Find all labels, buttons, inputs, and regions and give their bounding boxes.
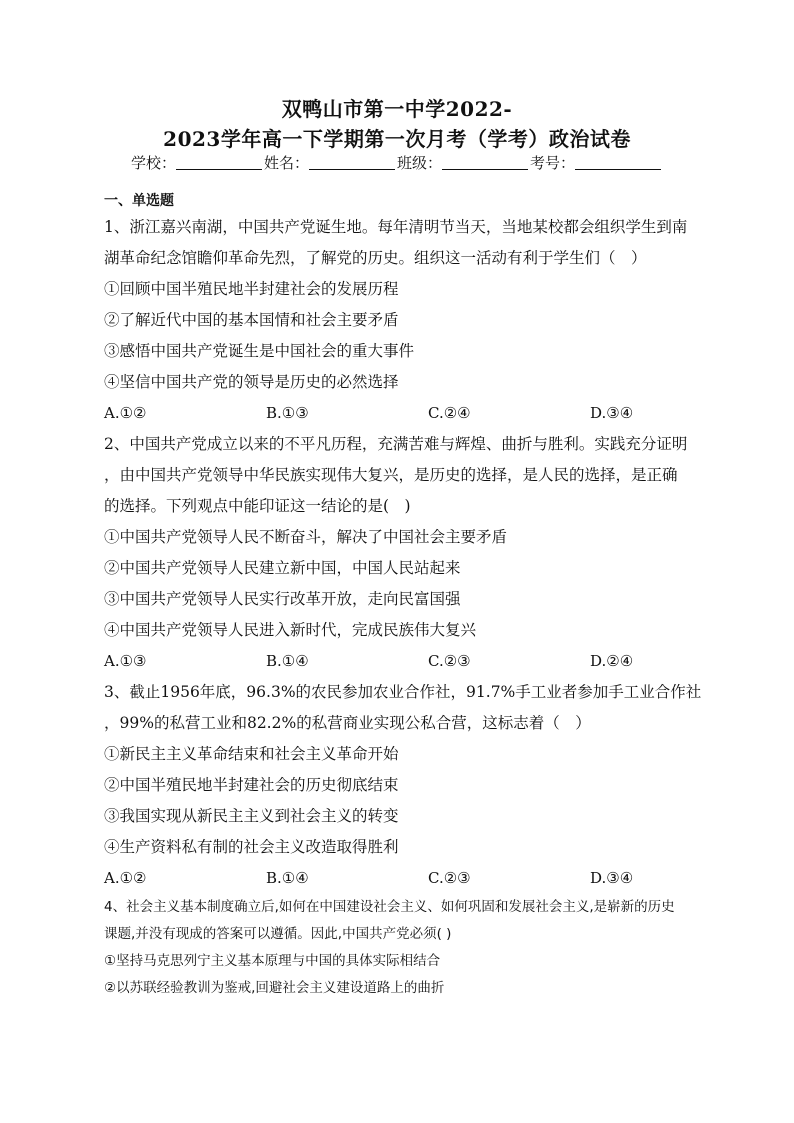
question-stem-line: ，99%的私营工业和82.2%的私营商业实现公私合营，这标志着（ ） <box>104 714 591 732</box>
answer-choices <box>104 398 702 429</box>
choice-a[interactable]: A.①② <box>104 869 147 887</box>
question-3 <box>104 677 702 894</box>
choice-d[interactable]: D.③④ <box>590 404 634 422</box>
choice-c[interactable]: C.②③ <box>428 869 471 887</box>
class-blank[interactable] <box>442 155 528 170</box>
name-label: 姓名： <box>263 154 309 172</box>
choice-d[interactable]: D.②④ <box>590 652 634 670</box>
statement-item: ②中国半殖民地半封建社会的历史彻底结束 <box>104 776 399 794</box>
statement-item: ④坚信中国共产党的领导是历史的必然选择 <box>104 373 399 391</box>
statement-item: ②中国共产党领导人民建立新中国，中国人民站起来 <box>104 559 461 577</box>
student-info-row <box>0 152 794 174</box>
statement-item: ①坚持马克思列宁主义基本原理与中国的具体实际相结合 <box>104 953 441 969</box>
choice-b[interactable]: B.①③ <box>266 404 309 422</box>
choice-d[interactable]: D.③④ <box>590 869 634 887</box>
statement-item: ④中国共产党领导人民进入新时代，完成民族伟大复兴 <box>104 621 477 639</box>
choice-b[interactable]: B.①④ <box>266 869 309 887</box>
school-label: 学校： <box>130 154 176 172</box>
statement-item: ③中国共产党领导人民实行改革开放，走向民富国强 <box>104 590 461 608</box>
question-stem-line: 的选择。下列观点中能印证这一结论的是( ) <box>104 497 411 515</box>
exam-title-line-1: 双鸭山市第一中学2022- <box>281 97 513 121</box>
class-label: 班级： <box>397 154 443 172</box>
question-stem-line: 课题,并没有现成的答案可以遵循。因此,中国共产党必须( ) <box>104 926 452 942</box>
question-stem-line: 湖革命纪念馆瞻仰革命先烈，了解党的历史。组织这一活动有利于学生们（ ） <box>104 249 647 267</box>
statement-item: ②了解近代中国的基本国情和社会主要矛盾 <box>104 311 399 329</box>
school-blank[interactable] <box>176 155 262 170</box>
question-stem-line: 3、截止1956年底，96.3%的农民参加农业合作社，91.7%手工业者参加手工业合作社 <box>104 683 702 701</box>
choice-a[interactable]: A.①③ <box>104 652 147 670</box>
exam-number-label: 考号： <box>530 154 576 172</box>
question-stem-line: 4、社会主义基本制度确立后,如何在中国建设社会主义、如何巩固和发展社会主义,是崭新的历史 <box>104 899 675 915</box>
questions-list <box>104 212 702 1002</box>
question-2 <box>104 429 702 677</box>
statement-item: ④生产资料私有制的社会主义改造取得胜利 <box>104 838 399 856</box>
answer-choices <box>104 863 702 894</box>
question-4 <box>104 894 702 1002</box>
name-blank[interactable] <box>309 155 395 170</box>
statement-item: ②以苏联经验教训为鉴戒,回避社会主义建设道路上的曲折 <box>104 980 445 996</box>
statement-item: ③我国实现从新民主主义到社会主义的转变 <box>104 807 399 825</box>
statement-item: ①新民主主义革命结束和社会主义革命开始 <box>104 745 399 763</box>
exam-number-blank[interactable] <box>575 155 661 170</box>
question-stem-line: 1、浙江嘉兴南湖，中国共产党诞生地。每年清明节当天，当地某校都会组织学生到南 <box>104 218 688 236</box>
exam-title-line-2: 2023学年高一下学期第一次月考（学考）政治试卷 <box>163 127 631 151</box>
choice-a[interactable]: A.①② <box>104 404 147 422</box>
question-stem-line: 2、中国共产党成立以来的不平凡历程，充满苦难与辉煌、曲折与胜利。实践充分证明 <box>104 435 688 453</box>
statement-item: ①中国共产党领导人民不断奋斗，解决了中国社会主要矛盾 <box>104 528 508 546</box>
question-stem-line: ，由中国共产党领导中华民族实现伟大复兴，是历史的选择，是人民的选择，是正确 <box>104 466 678 484</box>
statement-item: ①回顾中国半殖民地半封建社会的发展历程 <box>104 280 399 298</box>
choice-b[interactable]: B.①④ <box>266 652 309 670</box>
choice-c[interactable]: C.②③ <box>428 652 471 670</box>
choice-c[interactable]: C.②④ <box>428 404 471 422</box>
answer-choices <box>104 646 702 677</box>
section-title: 一、单选题 <box>104 193 174 209</box>
question-1 <box>104 212 702 429</box>
statement-item: ③感悟中国共产党诞生是中国社会的重大事件 <box>104 342 415 360</box>
